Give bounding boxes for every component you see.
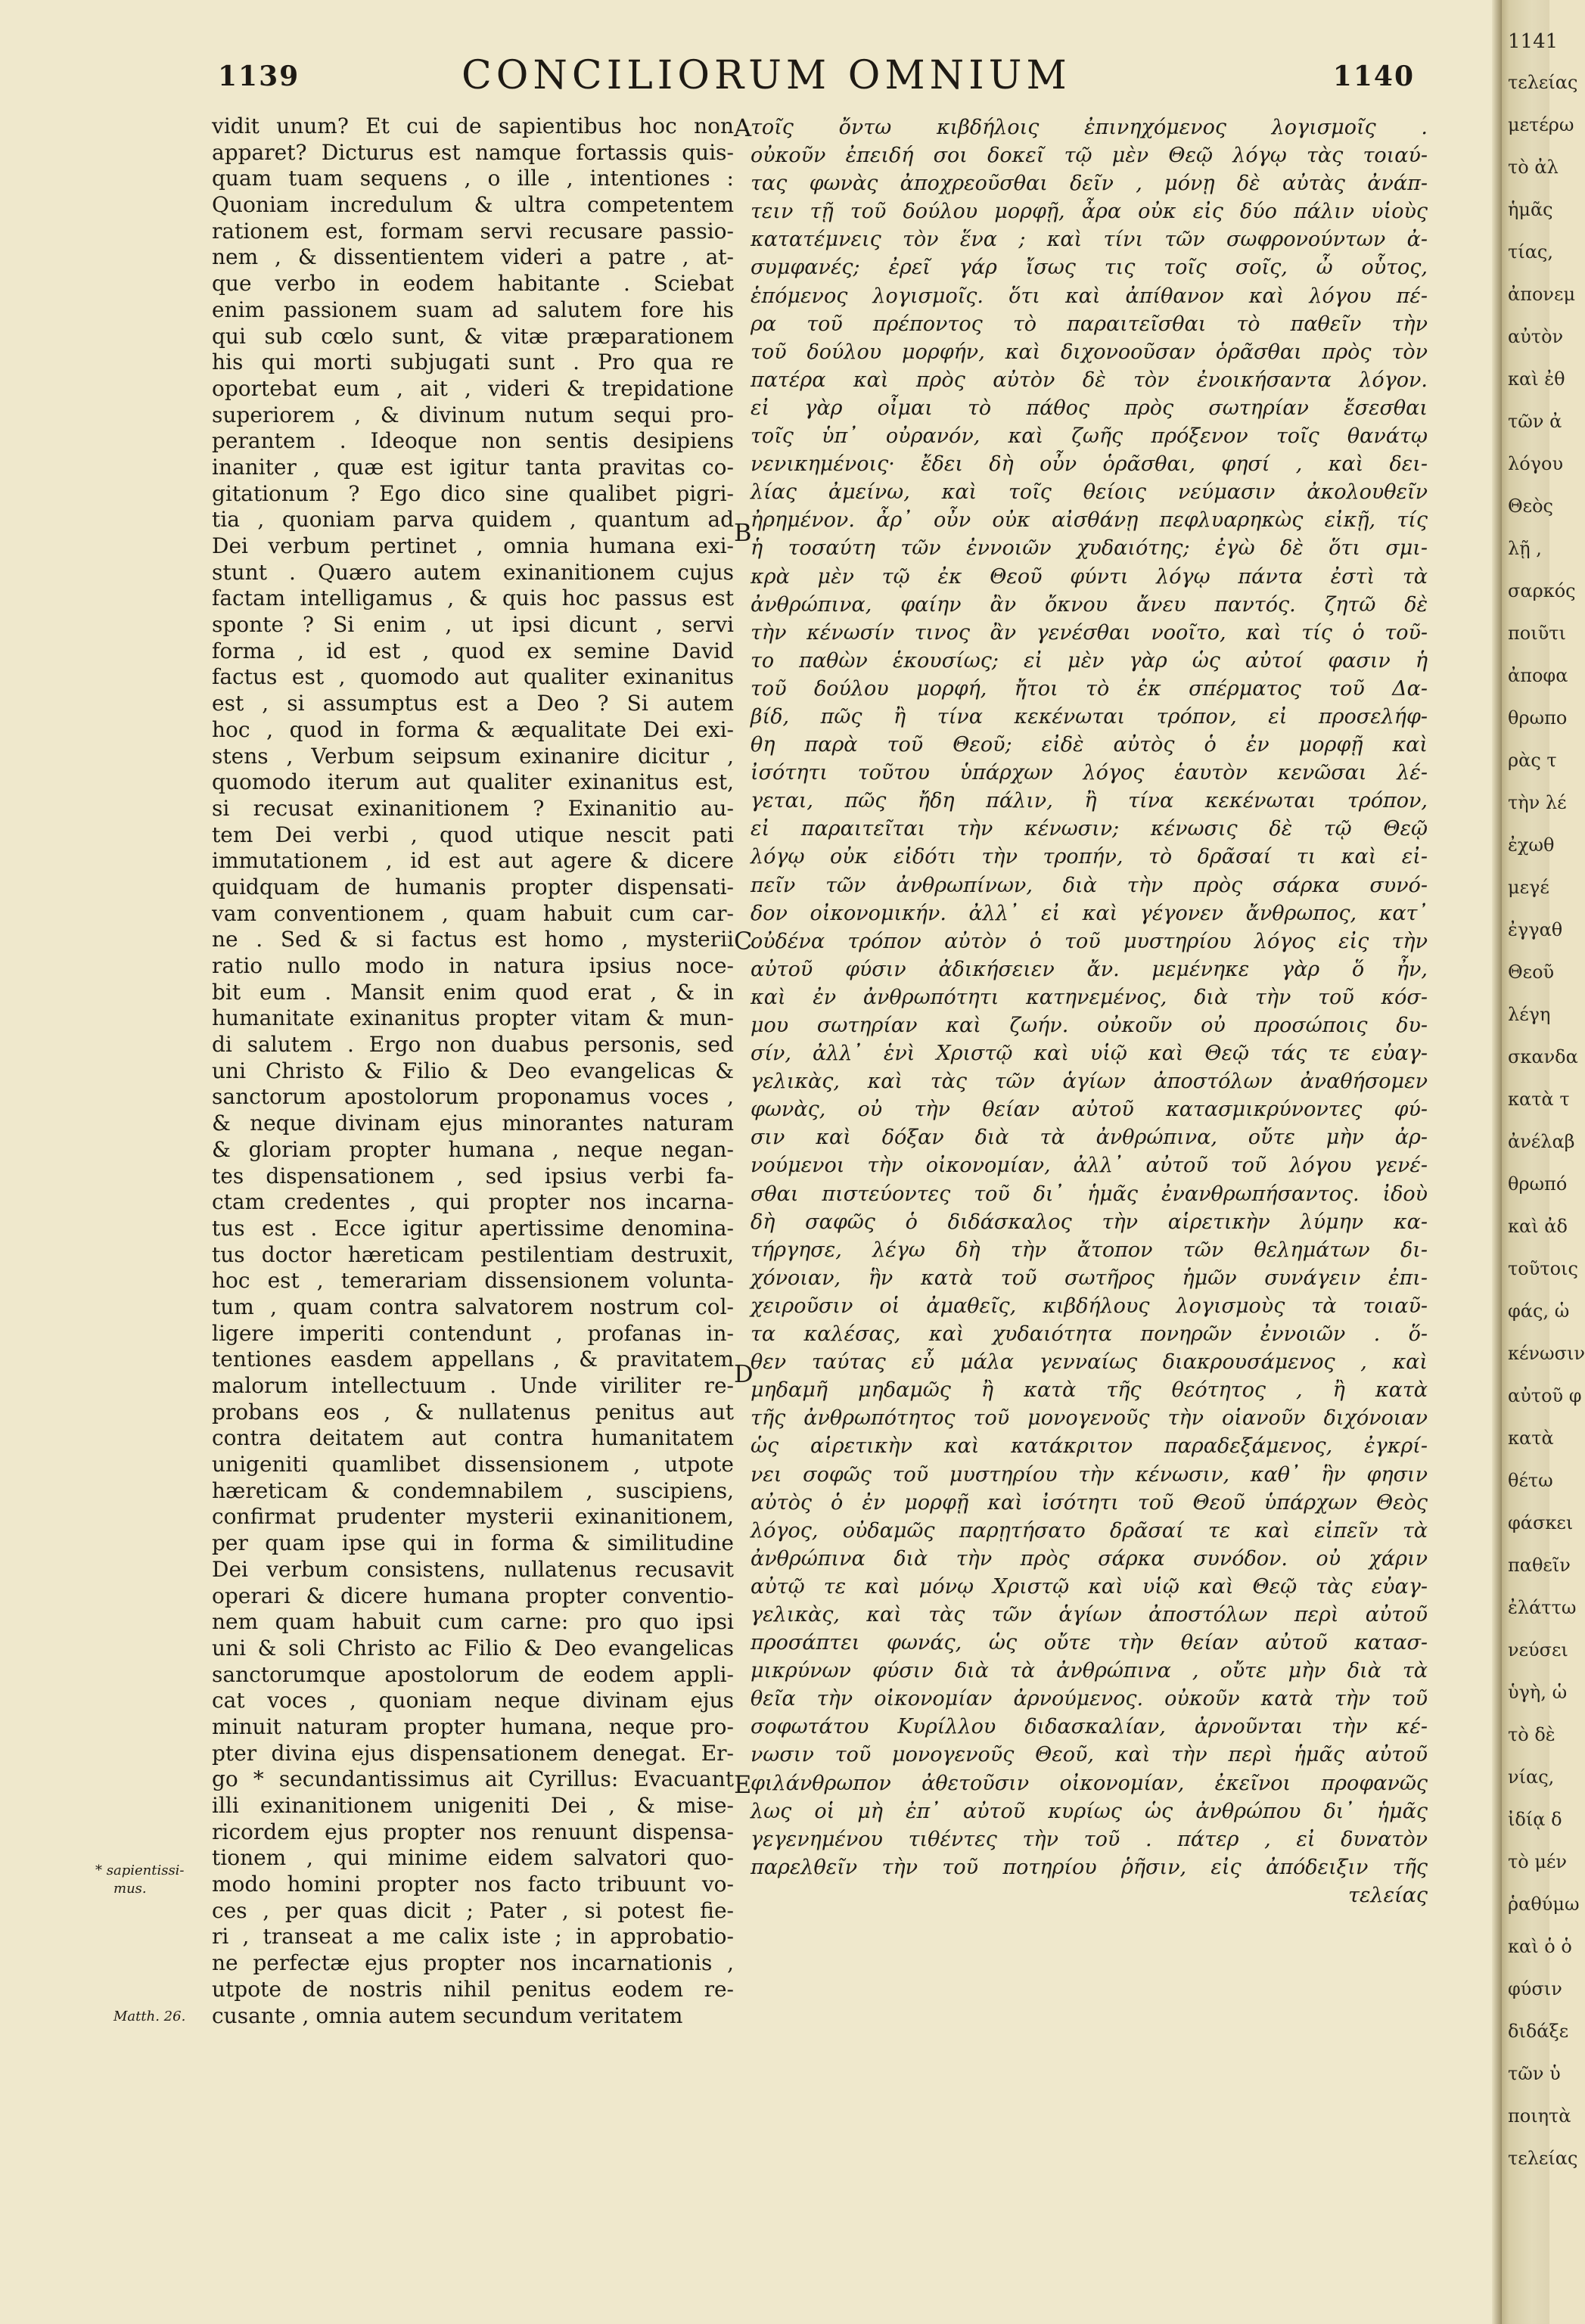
facing-page-fragment: λῇ , (1508, 538, 1542, 559)
facing-page-fragment: καὶ ἐθ (1508, 368, 1565, 390)
facing-page-fragment: ἡμᾶς (1508, 199, 1553, 220)
greek-line: τῆς ἀνθρωπότητος τοῦ μονογενοῦς τὴν οἱανοῦν διχόνοιαν (751, 1406, 1428, 1431)
latin-line: Dei verbum consistens, nullatenus recusavit (212, 1556, 734, 1582)
greek-line: εἰ γὰρ οἶμαι τὸ πάθος πρὸς σωτηρίαν ἔσεσθαι (751, 396, 1428, 420)
latin-line: hæreticam & condemnabilem , suscipiens, (212, 1477, 734, 1503)
latin-line: contra deitatem aut contra humanitatem (212, 1425, 734, 1451)
latin-line: quomodo iterum aut qualiter exinanitus est, (212, 769, 734, 795)
latin-line: vidit unum? Et cui de sapientibus hoc non (212, 113, 734, 138)
facing-page-number: 1141 (1508, 30, 1559, 53)
greek-line: αὐτῷ τε καὶ μόνῳ Χριστῷ καὶ υἱῷ καὶ Θεῷ τὰς εὐαγ- (751, 1574, 1428, 1599)
greek-line: τελείας (1348, 1883, 1428, 1907)
latin-line: qui sub cœlo sunt, & vitæ præparationem (212, 323, 734, 349)
facing-page-fragment: λέγη (1508, 1004, 1551, 1025)
greek-line: σθαι πιστεύοντες τοῦ δι᾽ ἡμᾶς ἐνανθρωπήσαντος. ἰδοὺ (751, 1182, 1428, 1206)
latin-line: tionem , qui minime eidem salvatori quo- (212, 1845, 734, 1871)
facing-page-fragment: ὑγὴ, ὡ (1508, 1682, 1568, 1703)
facing-page-fragment: φάσκει (1508, 1512, 1574, 1533)
greek-line: βίδ, πῶς ἢ τίνα κεκένωται τρόπον, εἰ προσελήφ- (751, 704, 1428, 729)
latin-line: & gloriam propter humana , neque negan- (212, 1136, 734, 1162)
running-title: CONCILIORUM OMNIUM (462, 53, 1071, 98)
facing-page-fragment: Θεοῦ (1508, 962, 1555, 983)
latin-line: gitationum ? Ego dico sine qualibet pigri- (212, 480, 734, 506)
latin-line: vam conventionem , quam habuit cum car- (212, 900, 734, 926)
greek-line: θεῖα τὴν οἰκονομίαν ἀρνούμενος. οὐκοῦν κατὰ τὴν τοῦ (751, 1687, 1428, 1711)
greek-line: τήργησε, λέγω δὴ τὴν ἄτοπον τῶν θελημάτων δι- (751, 1238, 1428, 1262)
facing-page-fragment: τελείας (1508, 72, 1578, 93)
margin-note-matthew: Matth. 26. (113, 2009, 186, 2024)
latin-line: oportebat eum , ait , videri & trepidatione (212, 375, 734, 401)
page-number-right: 1140 (1332, 61, 1415, 92)
latin-line: stens , Verbum seipsum exinanire dicitur , (212, 743, 734, 769)
facing-page-fragment: νεύσει (1508, 1639, 1568, 1661)
facing-page-fragment: ἐλάττω (1508, 1597, 1577, 1618)
facing-page-fragment: τὸ ἀλ (1508, 157, 1559, 178)
latin-line: forma , id est , quod ex semine David (212, 638, 734, 663)
facing-page-fragment: κατὰ τ (1508, 1089, 1570, 1110)
facing-page-fragment: ῥαθύμω (1508, 1894, 1580, 1915)
facing-page-fragment: νίας, (1508, 1766, 1555, 1788)
greek-line: σίν, ἀλλ᾽ ἑνὶ Χριστῷ καὶ υἱῷ καὶ Θεῷ τάς τε εὐαγ- (751, 1042, 1428, 1066)
latin-line: humanitate exinanitus propter vitam & mun- (212, 1005, 734, 1031)
latin-line: ratio nullo modo in natura ipsius noce- (212, 953, 734, 978)
latin-line: uni Christo & Filio & Deo evangelicas & (212, 1058, 734, 1083)
facing-page-fragment: φάς, ὡ (1508, 1300, 1570, 1322)
latin-line: tem Dei verbi , quod utique nescit pati (212, 822, 734, 847)
greek-line: τειν τῇ τοῦ δούλου μορφῇ, ἆρα οὐκ εἰς δύο πάλιν υἱοὺς (751, 200, 1428, 224)
latin-line: ne . Sed & si factus est homo , mysterii (212, 927, 734, 952)
greek-line: τοῦ δούλου μορφή, ἤτοι τὸ ἐκ σπέρματος τοῦ Δα- (751, 676, 1428, 701)
greek-line: ἰσότητι τοῦτου ὑπάρχων λόγος ἑαυτὸν κενῶσαι λέ- (751, 761, 1428, 785)
latin-line: tes dispensationem , sed ipsius verbi fa- (212, 1163, 734, 1188)
latin-line: est , si assumptus est a Deo ? Si autem (212, 691, 734, 716)
facing-page-fragment: μεγέ (1508, 877, 1549, 898)
facing-page-fragment: μετέρω (1508, 114, 1574, 135)
latin-line: unigeniti quamlibet dissensionem , utpote (212, 1452, 734, 1477)
greek-line: λως οἱ μὴ ἐπ᾽ αὐτοῦ κυρίως ὡς ἀνθρώπου δι᾽ ἡμᾶς (751, 1799, 1428, 1823)
greek-line: συμφανές; ἐρεῖ γάρ ἴσως τις τοῖς σοῖς, ὦ οὗτος, (751, 256, 1428, 280)
latin-line: ri , transeat a me calix iste ; in approbatio- (212, 1924, 734, 1950)
facing-page-fragment: ποιητὰ (1508, 2105, 1571, 2127)
greek-line: νει σοφῶς τοῦ μυστηρίου τὴν κένωσιν, καθ᾽ ἣν φησιν (751, 1462, 1428, 1487)
latin-line: go * secundantissimus ait Cyrillus: Evacuant (212, 1766, 734, 1792)
facing-page-fragment: ἰδίᾳ δ (1508, 1809, 1562, 1830)
latin-line: malorum intellectuum . Unde viriliter re- (212, 1373, 734, 1398)
greek-line: καὶ ἐν ἀνθρωπότητι κατηνεμένος, διὰ τὴν τοῦ κόσ- (751, 985, 1428, 1009)
greek-line: γεται, πῶς ἤδη πάλιν, ἢ τίνα κεκένωται τρόπον, (751, 789, 1428, 813)
greek-line: τοῖς ὑπ᾽ οὐρανόν, καὶ ζωῆς πρόξενον τοῖς θανάτῳ (751, 424, 1428, 449)
facing-page-fragment: ἀποφα (1508, 665, 1568, 686)
greek-line: νενικημένοις· ἔδει δὴ οὖν ὁρᾶσθαι, φησί , καὶ δει- (751, 452, 1428, 477)
latin-line: ne perfectæ ejus propter nos incarnationis , (212, 1950, 734, 1976)
greek-line: το παθὼν ἑκουσίως; εἰ μὲν γὰρ ὡς αὐτοί φασιν ἡ (751, 648, 1428, 673)
greek-line: δὴ σαφῶς ὁ διδάσκαλος τὴν αἱρετικὴν λύμην κα- (751, 1210, 1428, 1234)
latin-line: illi exinanitionem unigeniti Dei , & mise- (212, 1793, 734, 1818)
latin-line: nem , & dissentientem videri a patre , at- (212, 244, 734, 270)
facing-page-fragment: τὴν λέ (1508, 792, 1567, 813)
facing-page-fragment: ἀπονεμ (1508, 284, 1576, 305)
latin-line: si recusat exinanitionem ? Exinanitio au- (212, 795, 734, 821)
greek-line: εἰ παραιτεῖται τὴν κένωσιν; κένωσις δὲ τῷ Θεῷ (751, 817, 1428, 841)
facing-page-fragment: τῶν ὑ (1508, 2063, 1561, 2084)
greek-line: σοφωτάτου Κυρίλλου διδασκαλίαν, ἀρνοῦνται τὴν κέ- (751, 1715, 1428, 1739)
page-number-left: 1139 (218, 61, 300, 92)
greek-line: αὐτοῦ φύσιν ἀδικήσειεν ἄν. μεμένηκε γὰρ ὅ ἦν, (751, 957, 1428, 981)
section-marker-b: B (734, 518, 752, 547)
latin-column (212, 113, 734, 2029)
greek-line: μου σωτηρίαν καὶ ζωήν. οὐκοῦν οὐ προσώποις δυ- (751, 1014, 1428, 1037)
facing-page-fragment: καὶ ἀδ (1508, 1216, 1568, 1237)
latin-line: inaniter , quæ est igitur tanta pravitas co- (212, 454, 734, 480)
greek-column (751, 113, 1428, 1909)
latin-line: operari & dicere humana propter conventio- (212, 1583, 734, 1608)
latin-line: per quam ipse qui in forma & similitudine (212, 1530, 734, 1556)
latin-line: bit eum . Mansit enim quod erat , & in (212, 979, 734, 1005)
latin-line: que verbo in eodem habitante . Sciebat (212, 271, 734, 297)
latin-line: di salutem . Ergo non duabus personis, sed (212, 1032, 734, 1058)
facing-page-fragment: παθεῖν (1508, 1555, 1571, 1576)
section-marker-a: A (734, 113, 752, 142)
facing-page-fragment: ἐχωθ (1508, 834, 1555, 856)
latin-line: perantem . Ideoque non sentis desipiens (212, 428, 734, 454)
latin-line: sponte ? Si enim , ut ipsi dicunt , servi (212, 612, 734, 638)
greek-line: πατέρα καὶ πρὸς αὐτὸν δὲ τὸν ἐνοικήσαντα λόγον. (751, 368, 1428, 392)
greek-line: ἡ τοσαύτη τῶν ἐννοιῶν χυδαιότης; ἐγὼ δὲ ὅτι σμι- (751, 536, 1428, 561)
latin-line: tus doctor hæreticam pestilentiam destruxit, (212, 1241, 734, 1267)
latin-line: confirmat prudenter mysterii exinanitionem, (212, 1504, 734, 1530)
greek-line: πεῖν τῶν ἀνθρωπίνων, διὰ τὴν πρὸς σάρκα συνό- (751, 873, 1428, 897)
latin-line: sanctorum apostolorum proponamus voces , (212, 1084, 734, 1110)
latin-line: rationem est, formam servi recusare passio- (212, 218, 734, 244)
margin-note-sapientissimus-cont: mus. (113, 1881, 147, 1897)
latin-line: utpote de nostris nihil penitus eodem re- (212, 1976, 734, 2002)
latin-line: tia , quoniam parva quidem , quantum ad (212, 507, 734, 533)
greek-line: σιν καὶ δόξαν διὰ τὰ ἀνθρώπινα, οὔτε μὴν ἀρ- (751, 1126, 1428, 1150)
greek-line: χειροῦσιν οἱ ἀμαθεῖς, κιβδήλους λογισμοὺς τὰ τοιαῦ- (751, 1294, 1428, 1318)
facing-page-fragment: καὶ ὁ ὁ (1508, 1936, 1572, 1957)
greek-line: φωνὰς, οὐ τὴν θείαν αὐτοῦ κατασμικρύνοντες φύ- (751, 1098, 1428, 1122)
facing-page-fragment: τοῦτοις (1508, 1258, 1578, 1279)
latin-line: cat voces , quoniam neque divinam ejus (212, 1688, 734, 1713)
latin-line: pter divina ejus dispensationem denegat. Er- (212, 1740, 734, 1766)
latin-line: uni & soli Christo ac Filio & Deo evangelicas (212, 1635, 734, 1661)
facing-page-fragment: αὐτοῦ φ (1508, 1385, 1582, 1406)
greek-line: θεν ταύτας εὖ μάλα γενναίως διακρουσάμενος , καὶ (751, 1350, 1428, 1375)
latin-line: & neque divinam ejus minorantes naturam (212, 1111, 734, 1136)
latin-line: nem quam habuit cum carne: pro quo ipsi (212, 1609, 734, 1635)
facing-page-fragment: Θεὸς (1508, 496, 1553, 517)
greek-line: τοῦ δούλου μορφήν, καὶ διχονοοῦσαν ὁρᾶσθαι πρὸς τὸν (751, 340, 1428, 364)
greek-line: νωσιν τοῦ μονογενοῦς Θεοῦ, καὶ τὴν περὶ ἡμᾶς αὐτοῦ (751, 1743, 1428, 1767)
facing-page-fragment: σαρκός (1508, 580, 1576, 601)
latin-line: hoc , quod in forma & æqualitate Dei exi- (212, 716, 734, 742)
greek-line: κατατέμνεις τὸν ἕνα ; καὶ τίνι τῶν σωφρονούντων ἀ- (751, 228, 1428, 252)
latin-line: quidquam de humanis propter dispensati- (212, 874, 734, 899)
greek-line: τοῖς ὄντω κιβδήλοις ἐπινηχόμενος λογισμοῖς . (751, 116, 1428, 139)
greek-line: αὐτὸς ὁ ἐν μορφῇ καὶ ἰσότητι τοῦ Θεοῦ ὑπάρχων Θεὸς (751, 1490, 1428, 1515)
running-header (204, 53, 1415, 106)
facing-page-fragment: κένωσιν (1508, 1343, 1585, 1364)
latin-line: sanctorumque apostolorum de eodem appli- (212, 1661, 734, 1687)
greek-line: κρὰ μὲν τῷ ἐκ Θεοῦ φύντι λόγῳ πάντα ἐστὶ τὰ (751, 564, 1428, 589)
facing-page-fragment: τῶν ἀ (1508, 411, 1562, 432)
greek-line: μηδαμῆ μηδαμῶς ἢ κατὰ τῆς θεότητος , ἢ κατὰ (751, 1378, 1428, 1403)
facing-page-fragment: κατὰ (1508, 1428, 1554, 1449)
latin-line: ricordem ejus propter nos renuunt dispensa- (212, 1819, 734, 1844)
facing-page-fragment: ποιῦτι (1508, 623, 1566, 644)
latin-line: factam intelligamus , & quis hoc passus est (212, 586, 734, 611)
facing-page-fragment: αὐτὸν (1508, 326, 1564, 347)
greek-line: προσάπτει φωνάς, ὡς οὔτε τὴν θείαν αὐτοῦ κατασ- (751, 1631, 1428, 1655)
latin-line: enim passionem suam ad salutem fore his (212, 297, 734, 322)
greek-line: ὡς αἱρετικὴν καὶ κατάκριτον παραδεξάμενος, ἐγκρί- (751, 1434, 1428, 1459)
latin-line: his qui morti subjugati sunt . Pro qua re (212, 350, 734, 375)
greek-line: ρα τοῦ πρέποντος τὸ παραιτεῖσθαι τὸ παθεῖν τὴν (751, 312, 1428, 336)
latin-line: probans eos , & nullatenus penitus aut (212, 1399, 734, 1425)
greek-line: οὐδένα τρόπον αὐτὸν ὁ τοῦ μυστηρίου λόγος εἰς τὴν (751, 929, 1428, 953)
greek-line: ἑπόμενος λογισμοῖς. ὅτι καὶ ἀπίθανον καὶ λόγου πέ- (751, 284, 1428, 308)
latin-line: tus est . Ecce igitur apertissime denomina- (212, 1215, 734, 1241)
greek-line: μικρύνων φύσιν διὰ τὰ ἀνθρώπινα , οὔτε μὴν διὰ τὰ (751, 1659, 1428, 1683)
latin-line: stunt . Quæro autem exinanitionem cujus (212, 559, 734, 585)
facing-page-fragment: τίας, (1508, 241, 1553, 263)
latin-line: Quoniam incredulum & ultra competentem (212, 192, 734, 218)
facing-page-fragment: τὸ μέν (1508, 1851, 1567, 1872)
facing-page-fragment: λόγου (1508, 453, 1564, 474)
greek-line: δον οἰκονομικήν. ἀλλ᾽ εἰ καὶ γέγονεν ἄνθρωπος, κατ᾽ (751, 901, 1428, 925)
section-marker-e: E (734, 1770, 752, 1799)
facing-page-fragment: σκανδα (1508, 1046, 1578, 1067)
facing-page-fragment: φύσιν (1508, 1978, 1562, 1999)
latin-line: tentiones easdem appellans , & pravitatem (212, 1347, 734, 1372)
greek-line: φιλάνθρωπον ἀθετοῦσιν οἰκονομίαν, ἐκεῖνοι προφανῶς (751, 1771, 1428, 1795)
greek-line: λόγος, οὐδαμῶς παρῃτήσατο δρᾶσαί τε καὶ εἰπεῖν τὰ (751, 1518, 1428, 1543)
greek-line: παρελθεῖν τὴν τοῦ ποτηρίου ῥῆσιν, εἰς ἀπόδειξιν τῆς (751, 1855, 1428, 1879)
facing-page-fragment: τελείας (1508, 2148, 1578, 2169)
greek-line: τας φωνὰς ἀποχρεοῦσθαι δεῖν , μόνῃ δὲ αὐτὰς ἀνάπ- (751, 172, 1428, 196)
latin-line: immutationem , id est aut agere & dicere (212, 848, 734, 874)
facing-page-edge (1502, 0, 1585, 2324)
latin-line: minuit naturam propter humana, neque pro- (212, 1713, 734, 1739)
latin-line: ces , per quas dicit ; Pater , si potest fie- (212, 1897, 734, 1923)
greek-line: λόγῳ οὐκ εἰδότι τὴν τροπήν, τὸ δρᾶσαί τι καὶ εἰ- (751, 845, 1428, 869)
facing-page-fragment: τὸ δὲ (1508, 1724, 1555, 1745)
facing-page-fragment: διδάξε (1508, 2021, 1569, 2042)
facing-page-fragment: θρωπό (1508, 1173, 1568, 1195)
greek-line: νούμενοι τὴν οἰκονομίαν, ἀλλ᾽ αὐτοῦ τοῦ λόγου γενέ- (751, 1154, 1428, 1178)
greek-line: θη παρὰ τοῦ Θεοῦ; εἰδὲ αὐτὸς ὁ ἐν μορφῇ καὶ (751, 733, 1428, 757)
latin-line: ctam credentes , qui propter nos incarna- (212, 1189, 734, 1215)
facing-page-fragment: ρὰς τ (1508, 750, 1557, 771)
section-marker-c: C (734, 927, 753, 955)
greek-line: τα καλέσας, καὶ χυδαιότητα πονηρῶν ἐννοιῶν . ὅ- (751, 1322, 1428, 1347)
greek-line: οὐκοῦν ἐπειδή σοι δοκεῖ τῷ μὲν Θεῷ λόγῳ τὰς τοιαύ- (751, 144, 1428, 168)
latin-line: tum , quam contra salvatorem nostrum col- (212, 1294, 734, 1319)
margin-note-sapientissimus: * sapientissi- (95, 1863, 185, 1878)
greek-line: ἀνθρώπινα διὰ τὴν πρὸς σάρκα συνόδον. οὐ χάριν (751, 1546, 1428, 1571)
latin-line: quam tuam sequens , o ille , intentiones : (212, 166, 734, 191)
facing-page-fragment: ἀνέλαβ (1508, 1131, 1575, 1152)
latin-line: apparet? Dicturus est namque fortassis quis- (212, 139, 734, 165)
greek-line: λίας ἀμείνω, καὶ τοῖς θείοις νεύμασιν ἀκολουθεῖν (751, 480, 1428, 505)
latin-line: ligere imperiti contendunt , profanas in- (212, 1320, 734, 1346)
greek-line: ἠρημένον. ἆρ᾽ οὖν οὐκ αἰσθάνῃ πεφλυαρηκὼς εἰκῇ, τίς (751, 508, 1428, 533)
latin-line: superiorem , & divinum nutum sequi pro- (212, 402, 734, 427)
greek-line: γεγενημένου τιθέντες τὴν τοῦ . πάτερ , εἰ δυνατὸν (751, 1827, 1428, 1851)
facing-page-fragment: θέτω (1508, 1470, 1553, 1491)
greek-line: τὴν κένωσίν τινος ἂν γενέσθαι νοοῖτο, καὶ τίς ὁ τοῦ- (751, 620, 1428, 645)
latin-line: Dei verbum pertinet , omnia humana exi- (212, 533, 734, 558)
greek-line: γελικὰς, καὶ τὰς τῶν ἁγίων ἀποστόλων περὶ αὐτοῦ (751, 1602, 1428, 1626)
latin-line: hoc est , temerariam dissensionem volunta- (212, 1268, 734, 1294)
facing-page-fragment: θρωπο (1508, 707, 1568, 729)
facing-page-fragment: ἐγγαθ (1508, 919, 1563, 940)
section-marker-d: D (734, 1359, 754, 1388)
greek-line: χόνοιαν, ἣν κατὰ τοῦ σωτῆρος ἡμῶν συνάγειν ἐπι- (751, 1266, 1428, 1290)
latin-line: cusante , omnia autem secundum veritatem (212, 2002, 683, 2028)
latin-line: modo homini propter nos facto tribuunt vo- (212, 1872, 734, 1897)
greek-line: ἀνθρώπινα, φαίην ἂν ὄκνου ἄνευ παντός. ζητῶ δὲ (751, 592, 1428, 617)
latin-line: factus est , quomodo aut qualiter exinanitus (212, 664, 734, 690)
greek-line: γελικὰς, καὶ τὰς τῶν ἁγίων ἀποστόλων ἀναθήσομεν (751, 1070, 1428, 1094)
